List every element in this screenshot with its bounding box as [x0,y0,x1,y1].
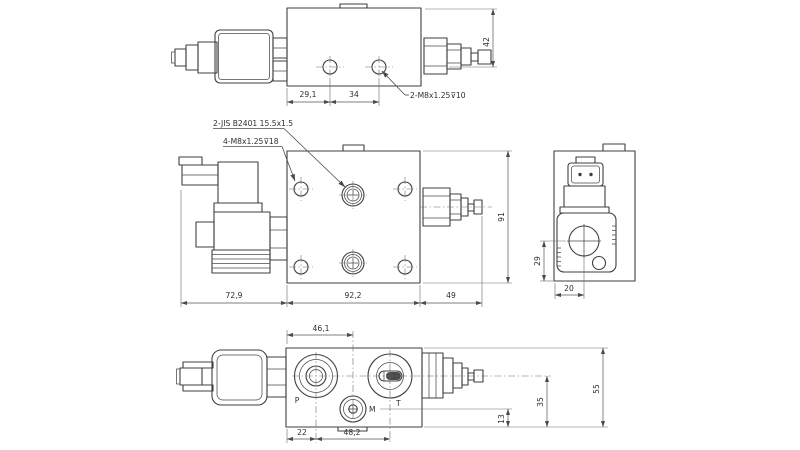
dim-22: 22 [297,428,307,437]
dim-49: 49 [446,291,456,300]
valve-body-front [287,145,420,283]
solenoid-front [179,157,287,273]
valve-body-top [287,4,421,86]
connector-pin [589,173,592,176]
front-view [179,119,512,307]
top-view-dimensions [287,9,497,106]
front-view-dimensions [181,151,512,307]
dim-92-2: 92,2 [344,291,362,300]
side-view [533,144,635,299]
cavity-port-bottom [339,249,367,277]
note-oring: 2-JIS B2401 15.5x1.5 [213,119,294,128]
front-view-notes [213,119,345,187]
dim-46-1: 46,1 [312,324,330,333]
dim-72-9: 72,9 [225,291,243,300]
dim-29: 29 [533,256,542,266]
port-m-label: M [369,405,376,414]
adjust-screw-front [420,188,492,226]
connector-pin [578,173,581,176]
dim-91: 91 [497,212,506,222]
dim-55: 55 [592,384,601,394]
port-p-label: P [294,396,300,405]
dim-13: 13 [497,414,506,424]
note-thread-front: 4-M8x1.25⊽18 [223,137,279,146]
port-t-label: T [396,399,401,408]
dim-34: 34 [349,90,359,99]
bottom-view-dimensions [287,324,608,443]
solenoid-side [557,157,616,272]
dim-29-1: 29,1 [299,90,317,99]
top-view [172,4,498,106]
dim-48-2: 48,2 [343,428,361,437]
adjust-screw-top [424,38,491,74]
bottom-view [177,324,609,443]
dim-35: 35 [536,397,545,407]
solenoid-coil-top [172,30,288,83]
dim-20: 20 [564,284,574,293]
adjust-screw-bottom [422,353,483,398]
dim-42: 42 [482,37,491,47]
note-thread-top: 2-M8x1.25⊽10 [410,91,466,100]
solenoid-bottom [177,350,287,405]
